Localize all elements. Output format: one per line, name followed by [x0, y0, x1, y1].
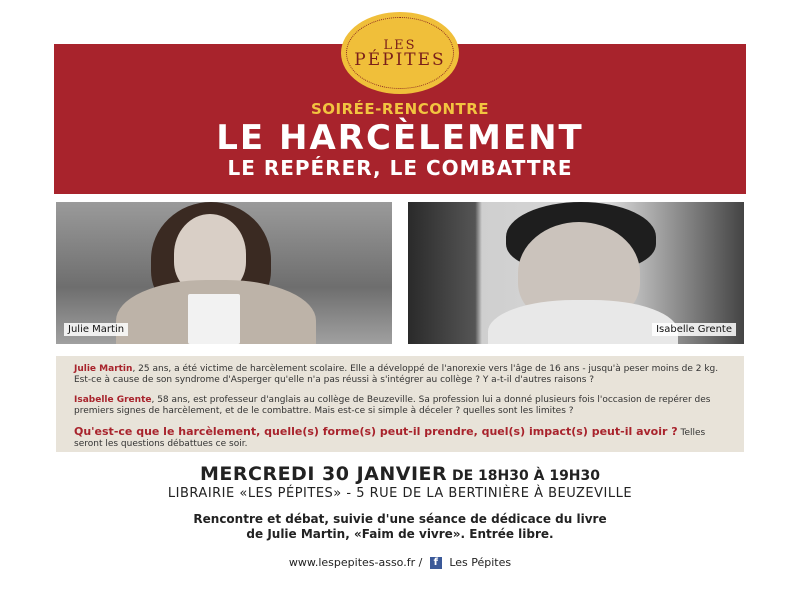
- event-date-main: MERCREDI 30 JANVIER: [199, 463, 448, 485]
- event-subtitle: LE REPÉRER, LE COMBATTRE: [227, 156, 573, 180]
- caption-isabelle-grente: Isabelle Grente: [652, 323, 736, 336]
- julie-book-shape: [188, 294, 240, 344]
- facebook-icon: f: [430, 557, 442, 569]
- bio-julie-name: Julie Martin: [74, 364, 133, 374]
- event-date: [54, 463, 746, 485]
- event-date-time: DE 18H30 À 19H30: [447, 468, 601, 484]
- photo-julie-martin: [56, 202, 392, 344]
- event-kicker: SOIRÉE-RENCONTRE: [310, 100, 490, 118]
- bio-julie: [74, 364, 726, 386]
- logo-line-pepites: PÉPITES: [354, 50, 446, 70]
- event-title: LE HARCÈLEMENT: [216, 118, 584, 158]
- website-link[interactable]: www.lespepites-asso.fr /: [288, 556, 423, 569]
- isabelle-shoulders-shape: [488, 300, 678, 344]
- question-tail: Telles seront les questions débattues ce soir.: [74, 428, 706, 449]
- event-description-line2: de Julie Martin, «Faim de vivre». Entrée libre.: [246, 527, 554, 541]
- event-description: [54, 512, 746, 542]
- event-venue: LIBRAIRIE «LES PÉPITES» - 5 RUE DE LA BERTINIÈRE À BEUZEVILLE: [167, 486, 633, 501]
- footer: [54, 556, 746, 569]
- question-text: Qu'est-ce que le harcèlement, quelle(s) forme(s) peut-il prendre, quel(s) impact(s) peut-il avoir ?: [74, 425, 678, 438]
- bio-isabelle-text: , 58 ans, est professeur d'anglais au collège de Beuzeville. Sa profession lui a donné plusieurs fois l'occasion de repérer des premiers signes de harcèlement, et de le combattre. Mais est-ce si simple à déceler ? quelles sont les limites ?: [74, 395, 711, 416]
- event-description-line1: Rencontre et débat, suivie d'une séance de dédicace du livre: [193, 512, 607, 526]
- bio-isabelle: [74, 395, 726, 417]
- bio-question: [74, 426, 726, 450]
- facebook-link[interactable]: Les Pépites: [449, 556, 512, 569]
- photo-isabelle-grente: [408, 202, 744, 344]
- caption-julie-martin: Julie Martin: [64, 323, 128, 336]
- bio-isabelle-name: Isabelle Grente: [74, 395, 152, 405]
- logo-line-les: LES: [383, 38, 417, 53]
- bio-panel: [56, 356, 744, 452]
- les-pepites-logo: [341, 12, 459, 94]
- bio-julie-text: , 25 ans, a été victime de harcèlement scolaire. Elle a développé de l'anorexie vers l'âge de 16 ans - jusqu'à peser moins de 2 kg. Est-ce à cause de son syndrome d'Asperger qu'elle n'a pas réussi à s'intégrer au collège ? Y a-t-il d'autres raisons ?: [74, 364, 719, 385]
